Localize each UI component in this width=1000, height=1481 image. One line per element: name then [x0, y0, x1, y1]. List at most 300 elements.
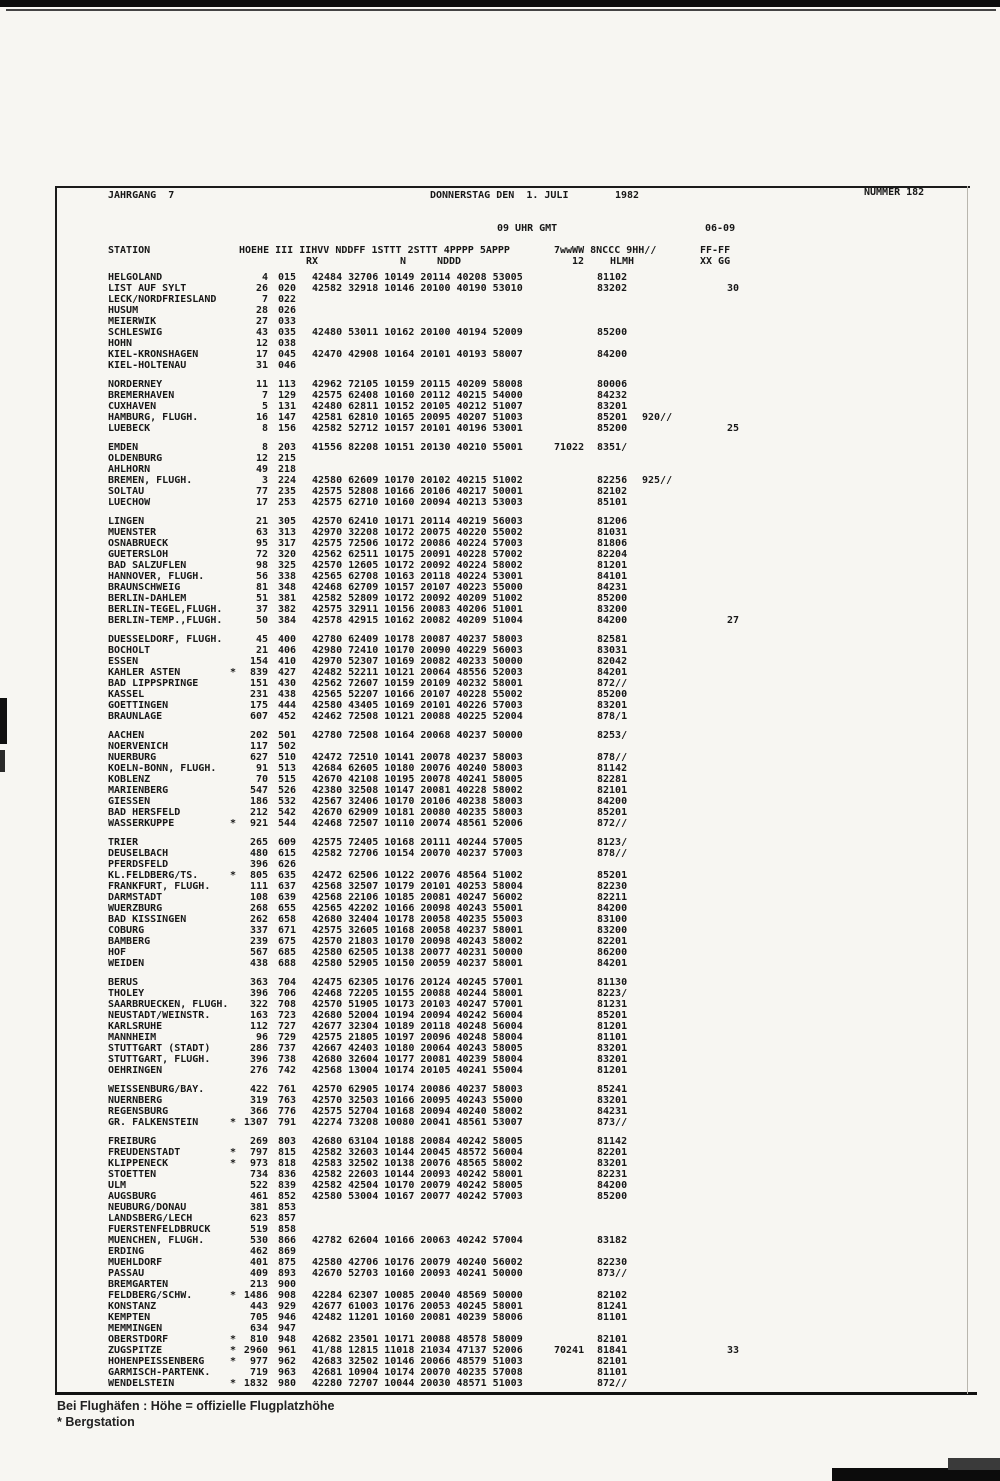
observation-groups: 42582 32918 10146 20100 40190 53010	[312, 283, 523, 294]
station-number: 763	[278, 1095, 297, 1106]
table-row	[0, 1345, 1000, 1356]
station-name: TRIER	[108, 837, 139, 848]
year-label: 1982	[615, 190, 640, 201]
table-row	[0, 1054, 1000, 1065]
table-row	[0, 604, 1000, 615]
station-number: 658	[278, 914, 297, 925]
group-8-clouds: 84231	[597, 1106, 628, 1117]
station-number: 615	[278, 848, 297, 859]
station-number: 325	[278, 560, 297, 571]
height-value: 396	[249, 1054, 268, 1065]
station-number: 313	[278, 527, 297, 538]
observation-groups: 42580 62609 10170 20102 40215 51002	[312, 475, 523, 486]
station-name: HAMBURG, FLUGH.	[108, 412, 199, 423]
column-subheader-12: 12	[572, 256, 585, 267]
station-name: GARMISCH-PARTENK.	[108, 1367, 211, 1378]
group-8-clouds: 872//	[597, 678, 628, 689]
station-name: GR. FALKENSTEIN	[108, 1117, 199, 1128]
observation-groups: 42680 52004 10194 20094 40242 56004	[312, 1010, 523, 1021]
station-name: KARLSRUHE	[108, 1021, 163, 1032]
observation-groups: 42570 12605 10172 20092 40224 58002	[312, 560, 523, 571]
table-row	[0, 1301, 1000, 1312]
station-name: NUERNBERG	[108, 1095, 163, 1106]
table-row	[0, 294, 1000, 305]
observation-groups: 42462 72508 10121 20088 40225 52004	[312, 711, 523, 722]
table-row	[0, 1117, 1000, 1128]
height-value: 231	[249, 689, 268, 700]
height-value: 480	[249, 848, 268, 859]
group-8-clouds: 83201	[597, 700, 628, 711]
group-8-clouds: 85201	[597, 412, 628, 423]
observation-groups: 42280 72707 10044 20030 48571 51003	[312, 1378, 523, 1389]
station-number: 635	[278, 870, 297, 881]
height-value: 973	[249, 1158, 268, 1169]
height-value: 186	[249, 796, 268, 807]
station-name: GOETTINGEN	[108, 700, 169, 711]
height-value: 805	[249, 870, 268, 881]
period-label: 06-09	[705, 223, 736, 234]
mountain-station-marker: *	[230, 1290, 237, 1301]
height-value: 7	[261, 390, 268, 401]
group-8-clouds: 83201	[597, 1095, 628, 1106]
height-value: 269	[249, 1136, 268, 1147]
station-number: 839	[278, 1180, 297, 1191]
station-number: 020	[278, 283, 297, 294]
group-8-clouds: 82211	[597, 892, 628, 903]
station-number: 513	[278, 763, 297, 774]
group-8-clouds: 84201	[597, 667, 628, 678]
group-8-clouds: 81206	[597, 516, 628, 527]
height-value: 634	[249, 1323, 268, 1334]
group-8-clouds: 83200	[597, 925, 628, 936]
station-block	[0, 1084, 1000, 1128]
column-subheader-hlmh: HLMH	[610, 256, 635, 267]
station-number: 776	[278, 1106, 297, 1117]
group-8-clouds: 81231	[597, 999, 628, 1010]
station-number: 046	[278, 360, 297, 371]
group-8-clouds: 85200	[597, 327, 628, 338]
table-row	[0, 453, 1000, 464]
height-value: 63	[255, 527, 268, 538]
group-8-clouds: 82102	[597, 1290, 628, 1301]
group-8-clouds: 83201	[597, 1043, 628, 1054]
station-name: BAD SALZUFLEN	[108, 560, 187, 571]
observation-groups: 41/88 12815 11018 21034 47137 52006	[312, 1345, 523, 1356]
station-block	[0, 1136, 1000, 1389]
station-name: LECK/NORDFRIESLAND	[108, 294, 217, 305]
station-name: OEHRINGEN	[108, 1065, 163, 1076]
station-name: MUENCHEN, FLUGH.	[108, 1235, 205, 1246]
table-row	[0, 549, 1000, 560]
observation-groups: 42582 42504 10170 20079 40242 58005	[312, 1180, 523, 1191]
table-row	[0, 1136, 1000, 1147]
observation-groups: 42567 32406 10170 20106 40238 58003	[312, 796, 523, 807]
station-name: BREMEN, FLUGH.	[108, 475, 193, 486]
group-8-clouds: 81031	[597, 527, 628, 538]
observation-groups: 42570 62905 10174 20086 40237 58003	[312, 1084, 523, 1095]
group-8-clouds: 85200	[597, 593, 628, 604]
station-number: 317	[278, 538, 297, 549]
station-number: 444	[278, 700, 297, 711]
observation-groups: 42568 32507 10179 20101 40253 58004	[312, 881, 523, 892]
station-name: OLDENBURG	[108, 453, 163, 464]
mountain-station-marker: *	[230, 1334, 237, 1345]
station-number: 639	[278, 892, 297, 903]
observation-groups: 42480 62811 10152 20105 40212 51007	[312, 401, 523, 412]
station-name: REGENSBURG	[108, 1106, 169, 1117]
height-value: 268	[249, 903, 268, 914]
station-block	[0, 516, 1000, 626]
column-subheader-rx: RX	[306, 256, 319, 267]
station-number: 852	[278, 1191, 297, 1202]
height-value: 27	[255, 316, 268, 327]
height-value: 705	[249, 1312, 268, 1323]
station-name: BERUS	[108, 977, 139, 988]
height-value: 31	[255, 360, 268, 371]
station-name: FELDBERG/SCHW.	[108, 1290, 193, 1301]
observation-groups: 42472 62506 10122 20076 48564 51002	[312, 870, 523, 881]
group-8-clouds: 81101	[597, 1367, 628, 1378]
table-row	[0, 848, 1000, 859]
observation-groups: 42575 21805 10197 20096 40248 58004	[312, 1032, 523, 1043]
observation-groups: 42570 51905 10173 20103 40247 57001	[312, 999, 523, 1010]
height-value: 719	[249, 1367, 268, 1378]
group-8-clouds: 82581	[597, 634, 628, 645]
station-name: DARMSTADT	[108, 892, 163, 903]
group-8-clouds: 81201	[597, 1065, 628, 1076]
station-name: KASSEL	[108, 689, 145, 700]
height-value: 95	[255, 538, 268, 549]
height-value: 163	[249, 1010, 268, 1021]
station-number: 427	[278, 667, 297, 678]
group-8-clouds: 872//	[597, 818, 628, 829]
station-name: COBURG	[108, 925, 145, 936]
table-row	[0, 423, 1000, 434]
station-name: MEIERWIK	[108, 316, 157, 327]
table-row	[0, 667, 1000, 678]
station-number: 381	[278, 593, 297, 604]
height-value: 45	[255, 634, 268, 645]
station-name: NEUBURG/DONAU	[108, 1202, 187, 1213]
height-value: 43	[255, 327, 268, 338]
table-row	[0, 360, 1000, 371]
height-value: 265	[249, 837, 268, 848]
table-row	[0, 645, 1000, 656]
station-number: 532	[278, 796, 297, 807]
group-8-clouds: 85201	[597, 1010, 628, 1021]
table-row	[0, 1367, 1000, 1378]
observation-groups: 42681 10904 10174 20070 40235 57008	[312, 1367, 523, 1378]
page-border-top	[55, 186, 970, 188]
table-row	[0, 1147, 1000, 1158]
table-row	[0, 1290, 1000, 1301]
station-name: KONSTANZ	[108, 1301, 157, 1312]
station-number: 853	[278, 1202, 297, 1213]
station-number: 320	[278, 549, 297, 560]
table-row	[0, 1257, 1000, 1268]
height-value: 5	[261, 401, 268, 412]
footnote-mountain-station: * Bergstation	[57, 1415, 135, 1429]
group-8-clouds: 82281	[597, 774, 628, 785]
station-name: AACHEN	[108, 730, 145, 741]
group-8-clouds: 878//	[597, 848, 628, 859]
group-8-clouds: 82102	[597, 486, 628, 497]
column-header-right-groups: 7wwWW 8NCCC 9HH//	[554, 245, 657, 256]
station-name: FREUDENSTADT	[108, 1147, 181, 1158]
station-name: THOLEY	[108, 988, 145, 999]
group-8-clouds: 83201	[597, 401, 628, 412]
group-8-clouds: 873//	[597, 1117, 628, 1128]
height-value: 112	[249, 1021, 268, 1032]
wind-extreme-value: 27	[727, 615, 740, 626]
observation-groups: 42682 23501 10171 20088 48578 58009	[312, 1334, 523, 1345]
group-8-clouds: 81241	[597, 1301, 628, 1312]
observation-groups: 42284 62307 10085 20040 48569 50000	[312, 1290, 523, 1301]
station-name: BAD KISSINGEN	[108, 914, 187, 925]
observation-groups: 42970 32208 10172 20075 40220 55002	[312, 527, 523, 538]
table-row	[0, 571, 1000, 582]
height-value: 839	[249, 667, 268, 678]
station-number: 544	[278, 818, 297, 829]
station-name: NUERBURG	[108, 752, 157, 763]
station-number: 737	[278, 1043, 297, 1054]
height-value: 91	[255, 763, 268, 774]
height-value: 438	[249, 958, 268, 969]
date-label: DONNERSTAG DEN 1. JULI	[430, 190, 569, 201]
group-8-clouds: 84200	[597, 1180, 628, 1191]
observation-groups: 42580 42706 10176 20079 40240 56002	[312, 1257, 523, 1268]
station-name: MARIENBERG	[108, 785, 169, 796]
group-8-clouds: 81142	[597, 1136, 628, 1147]
station-name: GIESSEN	[108, 796, 151, 807]
station-number: 045	[278, 349, 297, 360]
station-number: 963	[278, 1367, 297, 1378]
group-8-clouds: 84231	[597, 582, 628, 593]
table-row	[0, 412, 1000, 423]
table-row	[0, 582, 1000, 593]
mountain-station-marker: *	[230, 1356, 237, 1367]
station-name: HOHN	[108, 338, 133, 349]
group-8-clouds: 84200	[597, 903, 628, 914]
height-value: 151	[249, 678, 268, 689]
station-name: KOELN-BONN, FLUGH.	[108, 763, 217, 774]
station-name: OSNABRUECK	[108, 538, 169, 549]
station-number: 869	[278, 1246, 297, 1257]
height-value: 337	[249, 925, 268, 936]
group-8-clouds: 873//	[597, 1268, 628, 1279]
observation-groups: 42582 32603 10144 20045 48572 56004	[312, 1147, 523, 1158]
station-name: LUECHOW	[108, 497, 151, 508]
height-value: 98	[255, 560, 268, 571]
observation-groups: 42482 52211 10121 20064 48556 52003	[312, 667, 523, 678]
table-row	[0, 538, 1000, 549]
station-name: STOETTEN	[108, 1169, 157, 1180]
table-row	[0, 1021, 1000, 1032]
height-value: 17	[255, 349, 268, 360]
station-name: AHLHORN	[108, 464, 151, 475]
group-8-clouds: 82231	[597, 1169, 628, 1180]
table-row	[0, 914, 1000, 925]
station-name: CUXHAVEN	[108, 401, 157, 412]
group-9-extra: 920//	[642, 412, 673, 423]
station-name: KAHLER ASTEN	[108, 667, 181, 678]
table-row	[0, 1235, 1000, 1246]
height-value: 8	[261, 442, 268, 453]
station-name: KIEL-HOLTENAU	[108, 360, 187, 371]
station-block	[0, 977, 1000, 1076]
observation-groups: 42480 53011 10162 20100 40194 52009	[312, 327, 523, 338]
table-row	[0, 785, 1000, 796]
mountain-station-marker: *	[230, 667, 237, 678]
table-row	[0, 936, 1000, 947]
group-8-clouds: 81806	[597, 538, 628, 549]
station-name: BAD LIPPSPRINGE	[108, 678, 199, 689]
station-number: 818	[278, 1158, 297, 1169]
station-name: KEMPTEN	[108, 1312, 151, 1323]
observation-groups: 42575 52704 10168 20094 40240 58002	[312, 1106, 523, 1117]
station-name: STUTTGART, FLUGH.	[108, 1054, 211, 1065]
station-number: 947	[278, 1323, 297, 1334]
group-8-clouds: 83201	[597, 1158, 628, 1169]
observation-groups: 42562 72607 10159 20109 40232 58001	[312, 678, 523, 689]
height-value: 8	[261, 423, 268, 434]
station-name: FREIBURG	[108, 1136, 157, 1147]
scan-artifact-top-bar	[0, 0, 1000, 7]
station-number: 038	[278, 338, 297, 349]
observation-groups: 42670 62909 10181 20080 40235 58003	[312, 807, 523, 818]
group-8-clouds: 81130	[597, 977, 628, 988]
table-row	[0, 1202, 1000, 1213]
station-number: 452	[278, 711, 297, 722]
height-value: 921	[249, 818, 268, 829]
station-number: 704	[278, 977, 297, 988]
station-name: BERLIN-TEGEL,FLUGH.	[108, 604, 223, 615]
height-value: 2960	[243, 1345, 268, 1356]
height-value: 202	[249, 730, 268, 741]
table-row	[0, 615, 1000, 626]
table-row	[0, 486, 1000, 497]
height-value: 81	[255, 582, 268, 593]
station-number: 305	[278, 516, 297, 527]
height-value: 262	[249, 914, 268, 925]
group-8-clouds: 81142	[597, 763, 628, 774]
observation-groups: 42570 32503 10166 20095 40243 55000	[312, 1095, 523, 1106]
table-row	[0, 634, 1000, 645]
station-number: 224	[278, 475, 297, 486]
group-7-weather: 71022	[554, 442, 585, 453]
observation-groups: 42582 22603 10144 20093 40242 58001	[312, 1169, 523, 1180]
station-number: 685	[278, 947, 297, 958]
station-name: LIST AUF SYLT	[108, 283, 187, 294]
observation-groups: 42570 62410 10171 20114 40219 56003	[312, 516, 523, 527]
group-8-clouds: 83031	[597, 645, 628, 656]
station-name: SOLTAU	[108, 486, 145, 497]
observation-groups: 42683 32502 10146 20066 48579 51003	[312, 1356, 523, 1367]
table-row	[0, 903, 1000, 914]
station-name: NEUSTADT/WEINSTR.	[108, 1010, 211, 1021]
station-number: 893	[278, 1268, 297, 1279]
observation-groups: 42677 32304 10189 20118 40248 56004	[312, 1021, 523, 1032]
observation-groups: 42575 72405 10168 20111 40244 57005	[312, 837, 523, 848]
table-row	[0, 700, 1000, 711]
station-number: 235	[278, 486, 297, 497]
group-8-clouds: 81201	[597, 560, 628, 571]
table-row	[0, 763, 1000, 774]
mountain-station-marker: *	[230, 1147, 237, 1158]
station-number: 113	[278, 379, 297, 390]
table-row	[0, 338, 1000, 349]
station-number: 510	[278, 752, 297, 763]
station-number: 156	[278, 423, 297, 434]
station-number: 203	[278, 442, 297, 453]
table-row	[0, 859, 1000, 870]
table-row	[0, 1065, 1000, 1076]
station-name: WENDELSTEIN	[108, 1378, 175, 1389]
table-row	[0, 656, 1000, 667]
observation-groups: 42472 72510 10141 20078 40237 58003	[312, 752, 523, 763]
table-row	[0, 305, 1000, 316]
station-name: BREMGARTEN	[108, 1279, 169, 1290]
height-value: 56	[255, 571, 268, 582]
station-number: 908	[278, 1290, 297, 1301]
group-9-extra: 925//	[642, 475, 673, 486]
table-row	[0, 1010, 1000, 1021]
station-name: SAARBRUECKEN, FLUGH.	[108, 999, 229, 1010]
table-row	[0, 947, 1000, 958]
height-value: 117	[249, 741, 268, 752]
station-name: HUSUM	[108, 305, 139, 316]
group-8-clouds: 86200	[597, 947, 628, 958]
height-value: 11	[255, 379, 268, 390]
observation-groups: 42582 52809 10172 20092 40209 51002	[312, 593, 523, 604]
table-row	[0, 977, 1000, 988]
station-name: ERDING	[108, 1246, 145, 1257]
group-8-clouds: 82201	[597, 936, 628, 947]
observation-groups: 42583 32502 10138 20076 48565 58002	[312, 1158, 523, 1169]
station-block	[0, 379, 1000, 434]
table-row	[0, 807, 1000, 818]
table-row	[0, 1032, 1000, 1043]
group-7-weather: 70241	[554, 1345, 585, 1356]
group-8-clouds: 82101	[597, 1334, 628, 1345]
observation-groups: 42575 32605 10168 20058 40237 58001	[312, 925, 523, 936]
height-value: 21	[255, 516, 268, 527]
group-8-clouds: 81841	[597, 1345, 628, 1356]
height-value: 111	[249, 881, 268, 892]
table-row	[0, 464, 1000, 475]
observation-groups: 42980 72410 10170 20090 40229 56003	[312, 645, 523, 656]
table-row	[0, 689, 1000, 700]
observation-groups: 42582 52712 10157 20101 40196 53001	[312, 423, 523, 434]
mountain-station-marker: *	[230, 1378, 237, 1389]
table-row	[0, 988, 1000, 999]
table-row	[0, 1043, 1000, 1054]
station-number: 929	[278, 1301, 297, 1312]
height-value: 108	[249, 892, 268, 903]
station-number: 858	[278, 1224, 297, 1235]
height-value: 1486	[243, 1290, 268, 1301]
station-block	[0, 634, 1000, 722]
observation-groups: 42580 43405 10169 20101 40226 57003	[312, 700, 523, 711]
station-number: 430	[278, 678, 297, 689]
height-value: 409	[249, 1268, 268, 1279]
station-number: 961	[278, 1345, 297, 1356]
observation-groups: 42568 22106 10185 20081 40247 56002	[312, 892, 523, 903]
station-number: 727	[278, 1021, 297, 1032]
table-row	[0, 1356, 1000, 1367]
table-row	[0, 1084, 1000, 1095]
station-name: HELGOLAND	[108, 272, 163, 283]
